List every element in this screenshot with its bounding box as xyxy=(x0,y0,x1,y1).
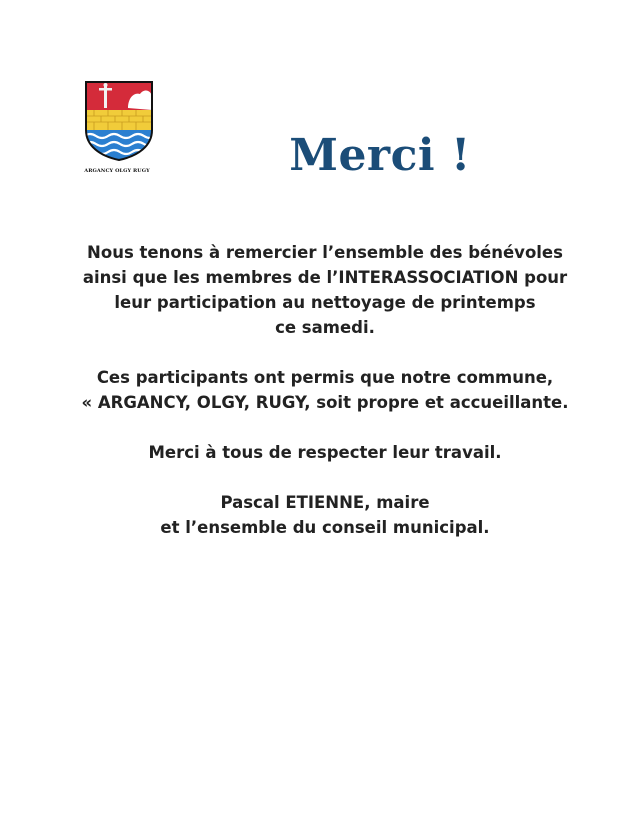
shield-icon xyxy=(84,80,154,162)
participants-paragraph xyxy=(40,365,610,415)
text-line: leur participation au nettoyage de printemps xyxy=(114,293,536,312)
text-line: Ces participants ont permis que notre commune, xyxy=(96,368,554,387)
signature-paragraph xyxy=(40,490,610,540)
message-body xyxy=(40,240,610,540)
text-line: Pascal ETIENNE, maire xyxy=(220,493,430,512)
text-line: et l’ensemble du conseil municipal. xyxy=(160,518,490,537)
text-line: Merci à tous de respecter leur travail. xyxy=(148,443,502,462)
text-line: « ARGANCY, OLGY, RUGY, soit propre et accueillante. xyxy=(81,393,569,412)
text-line: ainsi que les membres de l’INTERASSOCIATION pour xyxy=(82,268,568,287)
page-title: Merci ! xyxy=(289,130,471,181)
text-line: ce samedi. xyxy=(275,318,375,337)
municipal-coat-of-arms xyxy=(84,80,154,162)
text-line: Nous tenons à remercier l’ensemble des bénévoles xyxy=(87,243,563,262)
crest-caption: ARGANCY OLGY RUGY xyxy=(84,168,150,174)
respect-paragraph xyxy=(40,440,610,465)
thanks-paragraph xyxy=(40,240,610,340)
